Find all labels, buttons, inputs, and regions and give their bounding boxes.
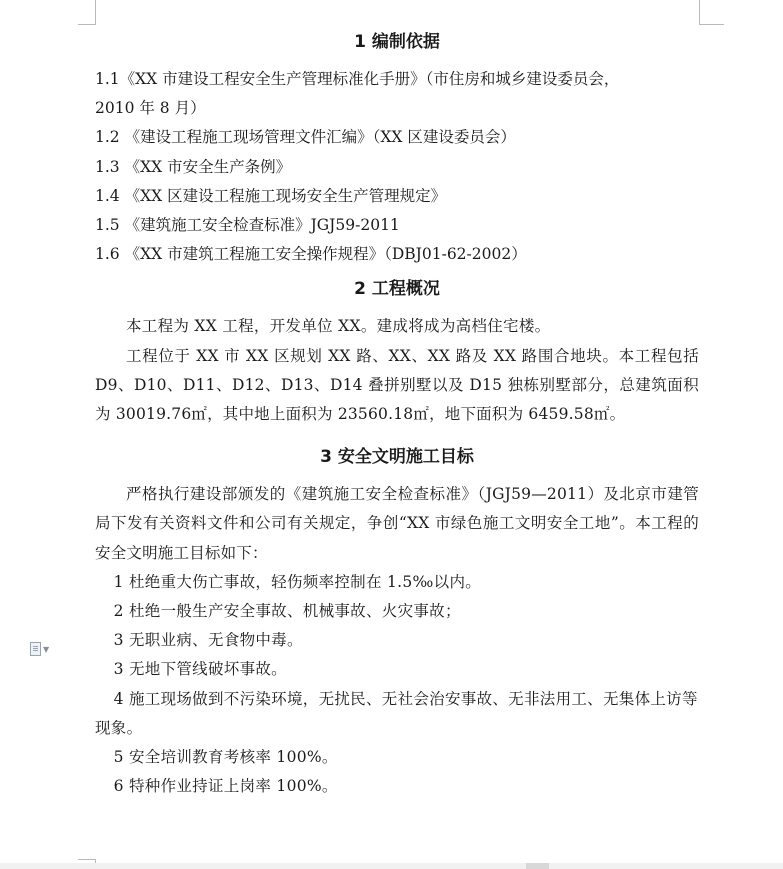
basis-line: 1.1《XX 市建设工程安全生产管理标准化手册》（市住房和城乡建设委员会，: [95, 70, 620, 88]
basis-line: 1.5 《建筑施工安全检查标准》JGJ59-2011: [95, 216, 400, 235]
goal-item: 5 安全培训教育考核率 100%。: [113, 748, 338, 767]
scrollbar-thumb[interactable]: [526, 863, 549, 869]
goal-item: 6 特种作业持证上岗率 100%。: [113, 777, 338, 796]
goals-intro-paragraph: 严格执行建设部颁发的《建筑施工安全检查标准》（JGJ59—2011）及北京市建管局下发有关资料文件和公司有关规定，争创“XX 市绿色施工文明安全工地”。本工程的安全文明施工目标如下：: [95, 485, 699, 562]
goal-item: 1 杜绝重大伤亡事故，轻伤频率控制在 1.5‰以内。: [113, 572, 482, 591]
basis-line: 1.2 《建设工程施工现场管理文件汇编》（XX 区建设委员会）: [95, 128, 516, 147]
basis-line: 1.6 《XX 市建筑工程施工安全操作规程》（DBJ01-62-2002）: [95, 245, 527, 264]
goal-item: 3 无职业病、无食物中毒。: [113, 631, 303, 650]
basis-line: 2010 年 8 月）: [95, 99, 206, 118]
section-heading: 1 编制依据: [354, 32, 440, 52]
overview-paragraph: 本工程为 XX 工程，开发单位 XX。建成将成为高档住宅楼。: [126, 317, 551, 336]
crop-mark-top-right: [699, 0, 724, 25]
section-heading: 3 安全文明施工目标: [320, 447, 474, 468]
goal-item: 2 杜绝一般生产安全事故、机械事故、火灾事故；: [113, 602, 461, 621]
page-glyph-icon: [30, 642, 41, 656]
section-heading: 2 工程概况: [354, 279, 440, 300]
goal-item: 4 施工现场做到不污染环境，无扰民、无社会治安事故、无非法用工、无集体上访等现象。: [95, 689, 698, 737]
overview-paragraph: 工程位于 XX 市 XX 区规划 XX 路、XX、XX 路及 XX 路围合地块。本工程包括 D9、D10、D11、D12、D13、D14 叠拼别墅以及 D15 独栋别墅部分，总建筑面积为 30019.76㎡，其中地上面积为 23560.18㎡，地下面积为 6459.58㎡。: [95, 346, 699, 424]
basis-line: 1.3 《XX 市安全生产条例》: [95, 157, 292, 176]
goal-item: 3 无地下管线破坏事故。: [113, 660, 287, 679]
crop-mark-top-left: [78, 0, 96, 25]
document-body: [95, 24, 699, 801]
basis-line: 1.4 《XX 区建设工程施工现场安全生产管理规定》: [95, 186, 447, 205]
document-icon[interactable]: [30, 641, 52, 657]
horizontal-scrollbar[interactable]: [0, 863, 783, 869]
chevron-down-icon: ▼: [43, 644, 50, 654]
